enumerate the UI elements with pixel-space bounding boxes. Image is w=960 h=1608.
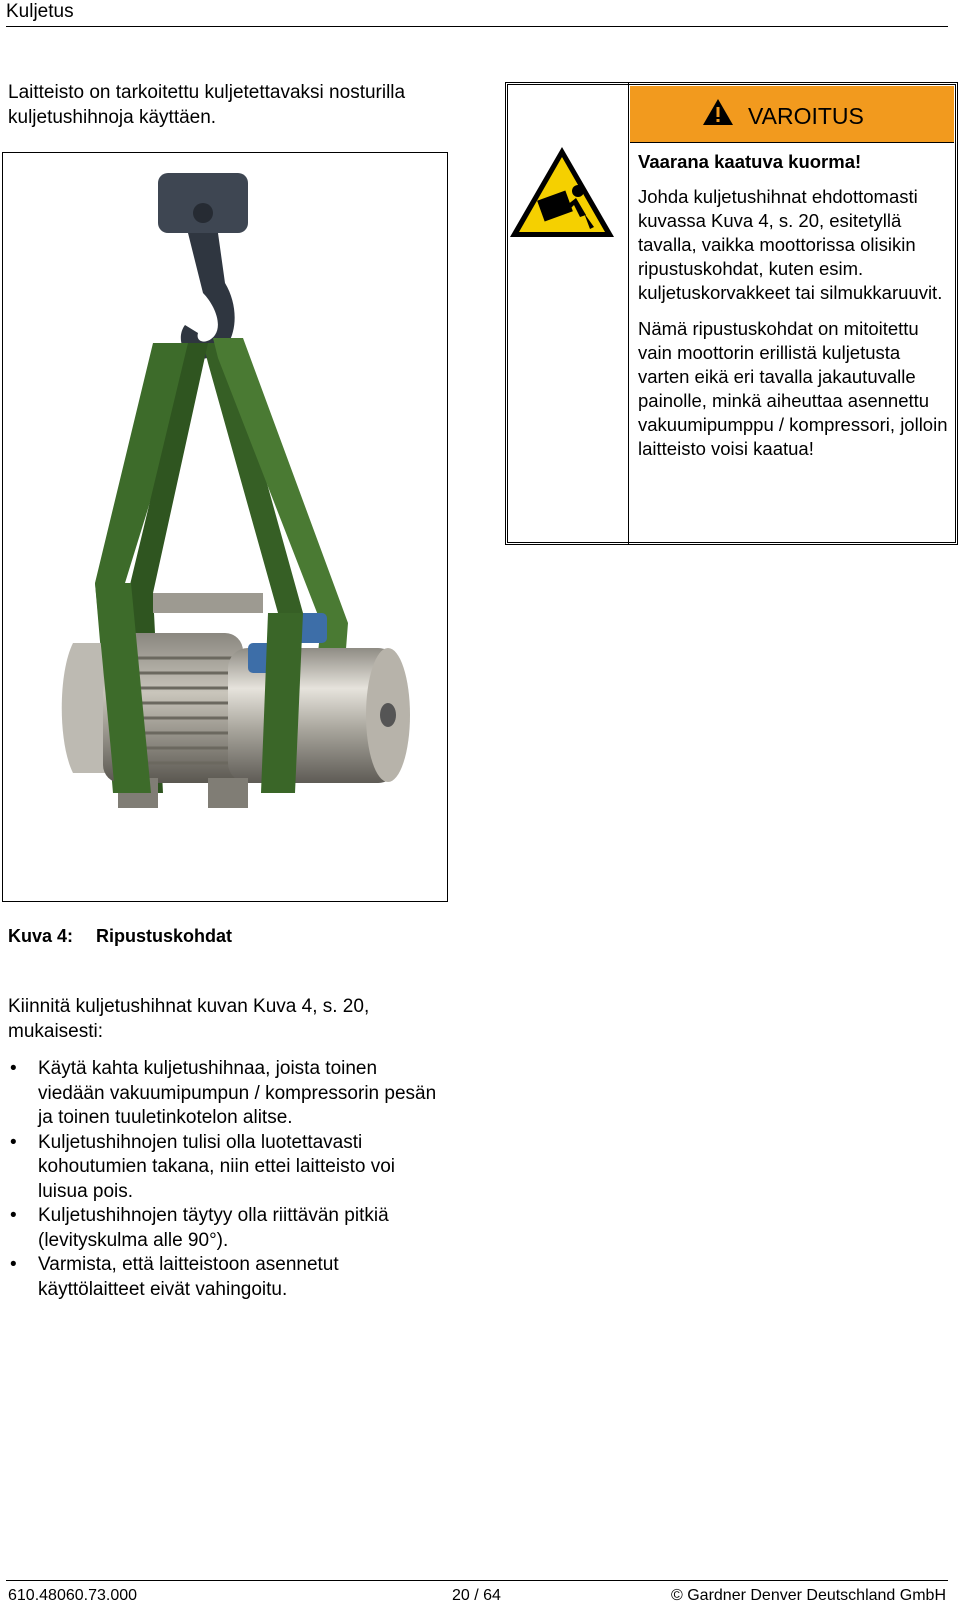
- figure-caption-label: Kuva 4:: [8, 926, 74, 946]
- warning-paragraph-1: Johda kuljetushihnat ehdottomasti kuvassa Kuva 4, s. 20, esitetyllä tavalla, vaikka moottorissa olisikin ripustuskohdat, kuten esim. kuljetuskorvakkeet tai silmukkaruuvit.: [638, 186, 943, 303]
- header-rule: [6, 26, 948, 27]
- warning-lead: Vaarana kaatuva kuorma!: [638, 151, 862, 172]
- intro-paragraph: Laitteisto on tarkoitettu kuljetettavaksi nosturilla kuljetushihnoja käyttäen.: [8, 82, 406, 128]
- figure-caption: [8, 926, 232, 947]
- figure-caption-text: Ripustuskohdat: [96, 926, 233, 946]
- bullet-icon: •: [10, 1205, 17, 1226]
- warning-triangle-icon: [702, 98, 734, 131]
- bullet-icon: •: [10, 1254, 17, 1275]
- page-header-title: Kuljetus: [6, 1, 74, 22]
- warning-paragraph-2: Nämä ripustuskohdat on mitoitettu vain moottorin erillistä kuljetusta varten eikä eri tavalla jakautuvalle painolle, minkä aiheuttaa asennettu vakuumipumppu / kompressori, jolloin laitteisto voisi kaatua!: [638, 318, 948, 459]
- footer-copyright: © Gardner Denver Deutschland GmbH: [670, 1587, 946, 1604]
- list-item: • Kuljetushihnojen täytyy olla riittävän pitkiä (levityskulma alle 90°).: [10, 1205, 389, 1251]
- warning-divider: [628, 82, 629, 545]
- footer-doc-number: 610.48060.73.000: [8, 1587, 138, 1604]
- motor-lifting-illustration: [3, 153, 447, 901]
- instruction-paragraph: Kiinnitä kuljetushihnat kuvan Kuva 4, s. 20, mukaisesti:: [8, 996, 370, 1042]
- instruction-list: [8, 1057, 448, 1302]
- falling-load-warning-sign-icon: [506, 143, 618, 246]
- footer-page-number: 20 / 64: [452, 1587, 501, 1604]
- bullet-icon: •: [10, 1131, 17, 1153]
- list-item: • Käytä kahta kuljetushihnaa, joista toinen viedään vakuumipumpun / kompressorin pesän ja toinen tuuletinkotelon alitse.: [10, 1058, 437, 1128]
- list-item: • Varmista, että laitteistoon asennetut käyttölaitteet eivät vahingoitu.: [10, 1254, 339, 1300]
- warning-title: VAROITUS: [748, 103, 864, 129]
- lifting-photo: [2, 152, 448, 902]
- warning-text: [638, 150, 948, 473]
- footer-rule: [6, 1580, 948, 1581]
- list-item: • Kuljetushihnojen tulisi olla luotettavasti kohoutumien takana, niin ettei laitteisto voi luisua pois.: [10, 1131, 395, 1202]
- bullet-icon: •: [10, 1058, 17, 1079]
